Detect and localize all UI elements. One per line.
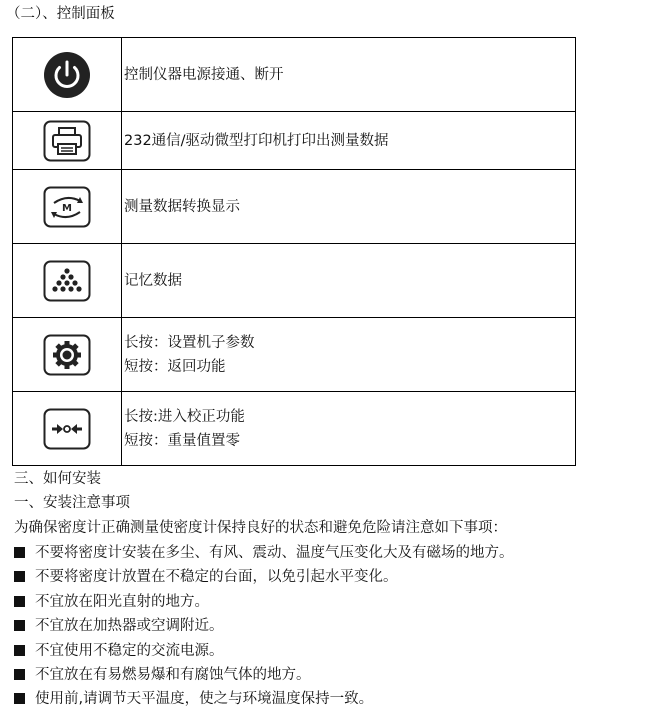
memory-dots-icon (43, 260, 91, 302)
table-row (13, 318, 576, 392)
bullet-square-icon (14, 645, 25, 656)
table-row (13, 112, 576, 170)
notes-title: 一、安装注意事项 (14, 495, 130, 511)
bullet-square-icon (14, 693, 25, 704)
list-item: 不宜放在阳光直射的地方。 (14, 592, 209, 612)
control-panel-table (12, 37, 576, 466)
row-text: 短按：重量值置零 (124, 432, 240, 449)
row-text: 232通信/驱动微型打印机打印出测量数据 (124, 132, 389, 149)
list-item: 不要将密度计放置在不稳定的台面，以免引起水平变化。 (14, 567, 398, 587)
row-text: 测量数据转换显示 (124, 198, 240, 215)
bullet-square-icon (14, 547, 25, 558)
row-text: 控制仪器电源接通、断开 (124, 66, 284, 83)
bullet-square-icon (14, 571, 25, 582)
bullet-square-icon (14, 669, 25, 680)
list-item: 不要将密度计安装在多尘、有风、震动、温度气压变化大及有磁场的地方。 (14, 543, 514, 563)
list-item: 使用前,请调节天平温度，使之与环境温度保持一致。 (14, 689, 373, 709)
notes-intro: 为确保密度计正确测量使密度计保持良好的状态和避免危险请注意如下事项： (14, 520, 507, 536)
row-text: 记忆数据 (124, 272, 182, 289)
printer-icon (43, 120, 91, 162)
section-title: （二）、控制面板 (6, 6, 115, 22)
list-item: 不宜使用不稳定的交流电源。 (14, 641, 224, 661)
row-text: 长按：设置机子参数 (124, 334, 255, 351)
table-row (13, 244, 576, 318)
list-item: 不宜放在有易燃易爆和有腐蚀气体的地方。 (14, 665, 311, 685)
bullet-square-icon (14, 620, 25, 631)
install-title: 三、如何安装 (14, 471, 101, 487)
bullet-square-icon (14, 596, 25, 607)
table-row (13, 170, 576, 244)
row-text: 长按:进入校正功能 (124, 408, 245, 425)
mode-letter: M (62, 202, 72, 214)
zero-calibrate-icon (43, 408, 91, 450)
row-text: 短按：返回功能 (124, 358, 226, 375)
table-row (13, 392, 576, 466)
gear-icon (43, 334, 91, 376)
list-item: 不宜放在加热器或空调附近。 (14, 616, 224, 636)
power-icon (43, 51, 91, 99)
switch-mode-icon (43, 186, 91, 228)
table-row (13, 38, 576, 112)
